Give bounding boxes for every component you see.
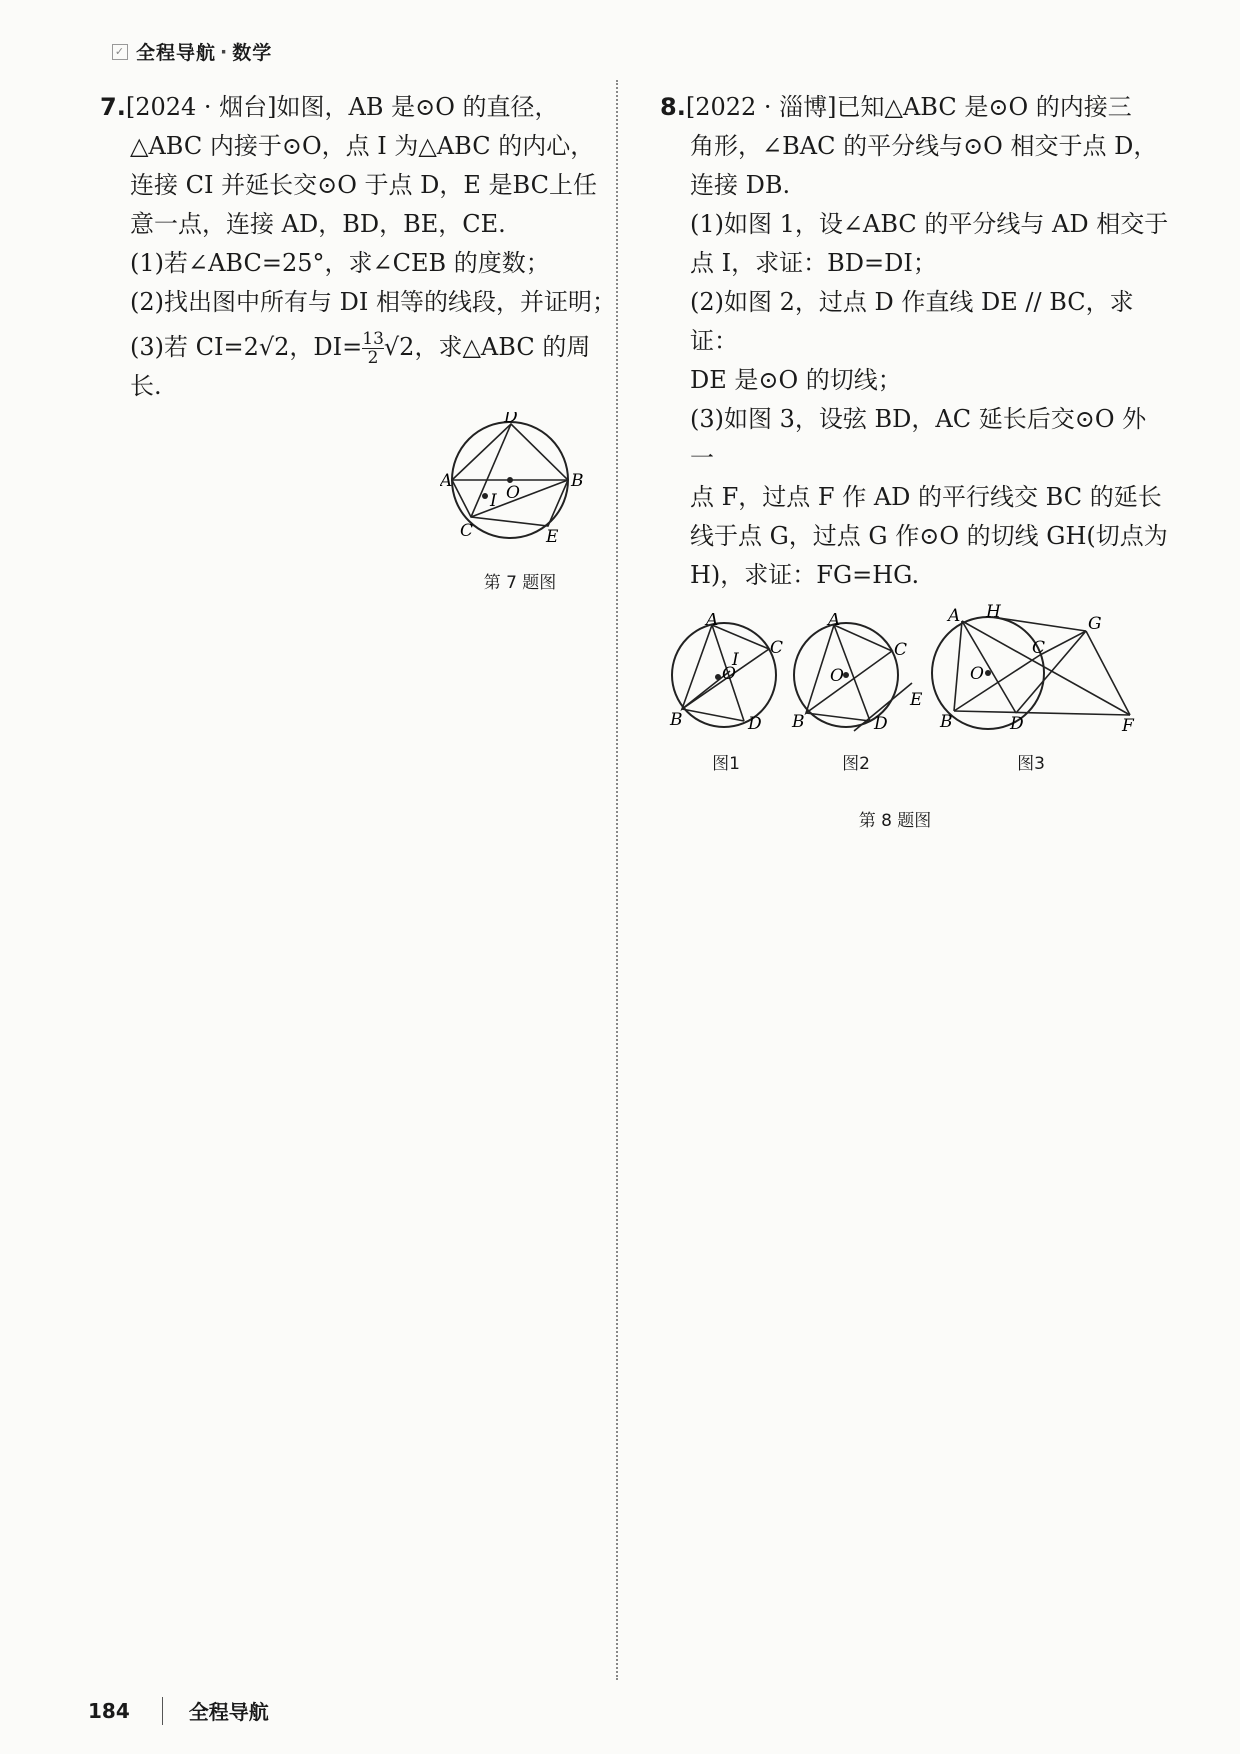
q8-f1-label-B: B: [670, 710, 683, 730]
q8-part-1a: (1)如图 1，设∠ABC 的平分线与 AD 相交于: [690, 210, 1169, 238]
q8-f3-label-G: G: [1088, 614, 1102, 634]
q8-f2-label-C: C: [894, 640, 908, 660]
q8-f2-label-D: D: [874, 714, 888, 733]
q7-diagram: [440, 412, 600, 552]
q7-label-C: C: [460, 521, 474, 541]
q8-fig2-caption: 图2: [842, 754, 870, 774]
q8-fig1: [666, 613, 786, 784]
page-header: [112, 38, 272, 65]
q7-line-3: 连接 CI 并延长交⊙O 于点 D，E 是BC上任: [130, 171, 597, 199]
q8-caption: 第 8 题图: [858, 811, 932, 831]
q8-figures: [666, 603, 1170, 784]
q8-line-3: 连接 DB.: [690, 171, 791, 199]
q8-number: 8.: [660, 93, 686, 121]
q8-part-3d: H)，求证：FG=HG.: [690, 561, 920, 589]
q8-f2-label-A: A: [828, 613, 841, 630]
q8-line-1: 8.[2022 · 淄博]已知△ABC 是⊙O 的内接三: [660, 93, 1132, 121]
q8-part-2a: (2)如图 2，过点 D 作直线 DE // BC，求证：: [690, 288, 1134, 355]
q8-part-3a: (3)如图 3，设弦 BD，AC 延长后交⊙O 外一: [690, 405, 1147, 472]
q8-line-2: 角形，∠BAC 的平分线与⊙O 相交于点 D，: [690, 132, 1158, 160]
q7-line-2: △ABC 内接于⊙O，点 I 为△ABC 的内心，: [130, 132, 595, 160]
q8-f1-label-O: O: [722, 664, 736, 684]
q8-f3-label-C: C: [1032, 638, 1046, 658]
question-7: [100, 88, 620, 603]
q8-fig1-caption: 图1: [712, 754, 740, 774]
q7-number: 7.: [100, 93, 126, 121]
q7-line-1: 7.[2024 · 烟台]如图，AB 是⊙O 的直径，: [100, 93, 559, 121]
q7-fraction: $\frac{13}{2}$: [362, 329, 384, 368]
q7-part-2: (2)找出图中所有与 DI 相等的线段，并证明；: [130, 288, 616, 316]
q8-f3-label-D: D: [1010, 714, 1024, 733]
q7-label-A: A: [440, 471, 453, 491]
question-8: [660, 88, 1170, 841]
q8-part-3b: 点 F，过点 F 作 AD 的平行线交 BC 的延长: [690, 483, 1162, 511]
q8-f2-label-B: B: [792, 712, 805, 732]
check-icon: ✓: [112, 44, 128, 60]
header-dot: ·: [220, 40, 229, 63]
q8-f3-label-B: B: [940, 712, 953, 732]
q8-f1-label-I: I: [732, 650, 739, 670]
q8-f3-label-O: O: [970, 664, 984, 684]
q7-part-3: (3)若 CI=2√2，DI= $\frac{13}{2}$ √2，求△ABC 的周长.: [130, 329, 591, 400]
q8-f1-label-D: D: [748, 714, 762, 733]
header-subject: 数学: [232, 42, 273, 64]
page-number: 184: [88, 1698, 130, 1723]
q8-fig2: [786, 613, 926, 784]
q8-f2-label-O: O: [830, 666, 844, 686]
q8-f2-label-E: E: [910, 690, 923, 710]
q8-f3-label-A: A: [948, 606, 961, 626]
q8-part-3c: 线于点 G，过点 G 作⊙O 的切线 GH(切点为: [690, 522, 1168, 550]
footer-brand: 全程导航: [188, 1700, 269, 1724]
q7-part-1: (1)若∠ABC=25°，求∠CEB 的度数；: [130, 249, 550, 277]
q8-part-1b: 点 I，求证：BD=DI；: [690, 249, 937, 277]
q8-f3-label-F: F: [1122, 716, 1134, 733]
header-brand: 全程导航: [136, 42, 217, 64]
q7-label-B: B: [571, 471, 584, 491]
q7-caption: 第 7 题图: [483, 573, 557, 593]
q8-f1-label-A: A: [706, 613, 719, 630]
q7-label-E: E: [546, 527, 559, 547]
q7-figure: [440, 412, 600, 603]
footer-divider: [162, 1697, 163, 1725]
q7-label-O: O: [506, 483, 520, 503]
q7-line-4: 意一点，连接 AD，BD，BE，CE.: [130, 210, 506, 238]
q8-f3-label-H: H: [986, 603, 1001, 622]
q8-fig3: [926, 603, 1136, 784]
q8-fig3-caption: 图3: [1017, 754, 1045, 774]
q8-part-2b: DE 是⊙O 的切线；: [690, 366, 902, 394]
q8-f1-label-C: C: [770, 638, 784, 658]
page-footer: [88, 1696, 269, 1725]
q7-label-D: D: [504, 412, 518, 427]
q7-label-I: I: [490, 491, 497, 511]
